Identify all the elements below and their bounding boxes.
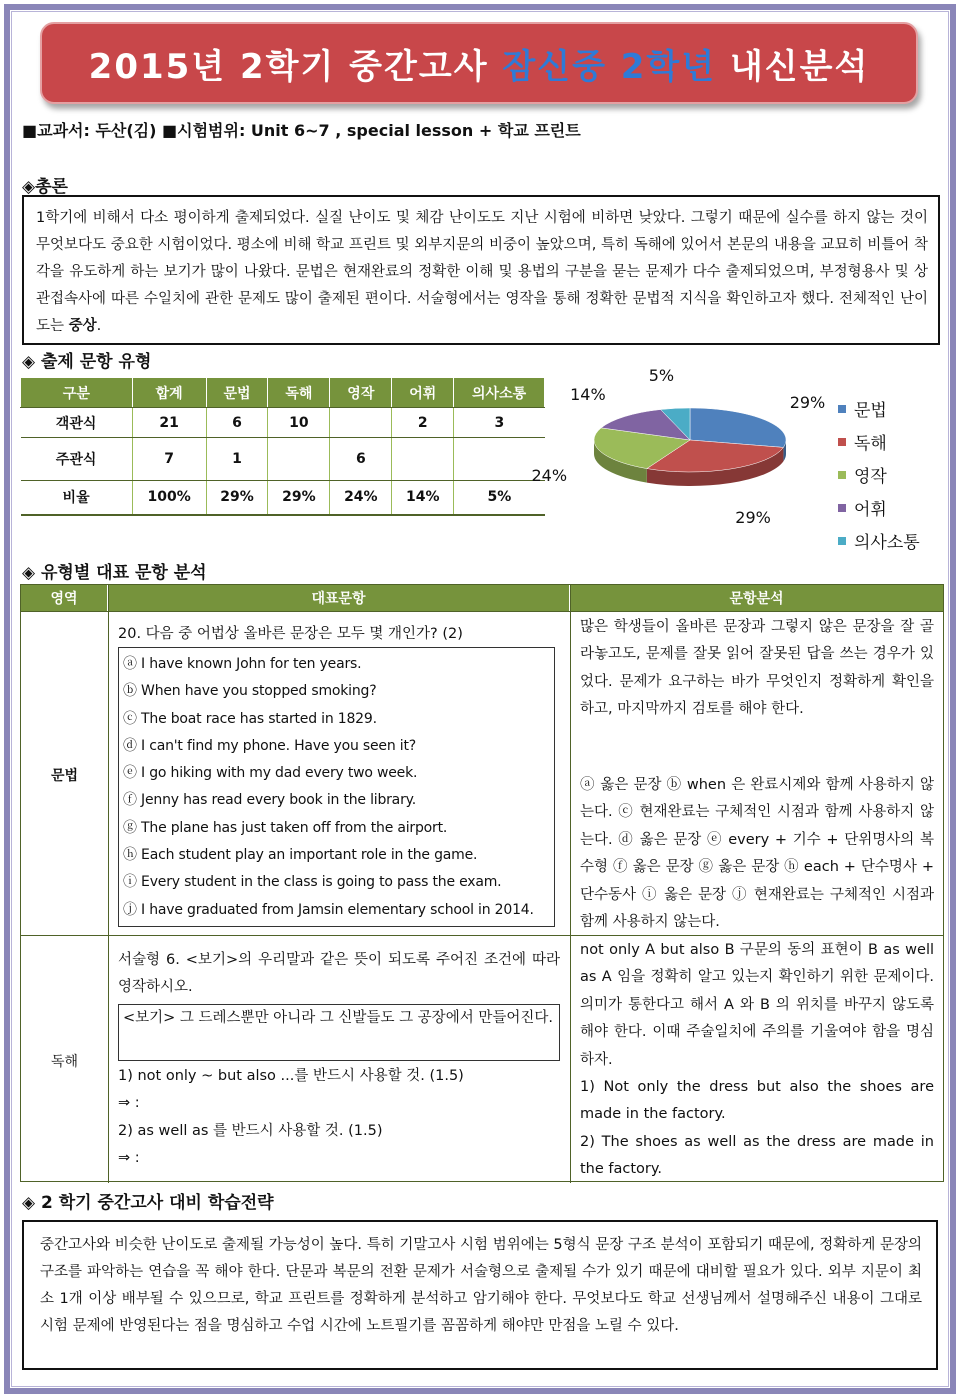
table-cell: 100%: [132, 481, 206, 515]
table-cell: [392, 438, 454, 481]
area-reading: 독해: [51, 1054, 79, 1070]
types-header: 어휘: [392, 378, 454, 408]
grammar-option: ⓔ I go hiking with my dad every two week.: [123, 765, 418, 782]
area-grammar: 문법: [51, 768, 79, 784]
grammar-option: ⓒ The boat race has started in 1829.: [123, 710, 377, 727]
exam-meta: ■교과서: 두산(김) ■시험범위: Unit 6~7 , special lesson + 학교 프린트: [22, 121, 581, 140]
table-cell: 2: [392, 408, 454, 438]
pie-label: 29%: [789, 393, 826, 413]
table-cell: 5%: [454, 481, 545, 515]
col-divider: [108, 585, 109, 1183]
analysis-heading: ◈ 유형별 대표 문항 분석: [22, 563, 207, 583]
grammar-option: ⓙ I have graduated from Jamsin elementary school in 2014.: [123, 901, 534, 918]
table-row: [21, 408, 545, 438]
table-cell: 24%: [330, 481, 392, 515]
analysis-header-area: 영역: [21, 585, 108, 611]
grammar-analysis-2: ⓐ 옳은 문장 ⓑ when 은 완료시제와 함께 사용하지 않는다. ⓒ 현재완료는 구체적인 시점과 함께 사용하지 않는다. ⓓ 옳은 문장 ⓔ every + 기수 + 단위명사의 복수형 ⓕ 옳은 문장 ⓖ 옳은 문장 ⓗ each + 단수명사 + 단수동사 ⓘ 옳은 문장 ⓙ 현재완료는 구체적인 시점과 함께 사용하지 않는다.: [580, 777, 934, 931]
overview-text: [36, 205, 928, 340]
table-cell: [268, 438, 330, 481]
pie-chart: [531, 365, 830, 535]
grammar-option: ⓕ Jenny has read every book in the library.: [123, 792, 416, 809]
reading-condition-2: 2) as well as 를 반드시 사용할 것. (1.5): [118, 1122, 383, 1139]
types-header-row: [21, 378, 545, 408]
legend-label: 의사소통: [854, 533, 920, 553]
chart-legend: [838, 392, 920, 557]
table-cell: 29%: [268, 481, 330, 515]
pie-label: 14%: [570, 384, 606, 404]
table-cell: [330, 408, 392, 438]
reading-analysis-text: not only A but also B 구문의 동의 표현이 B as well as A 임을 정확히 알고 있는지 확인하기 위한 문제이다. 의미가 통한다고 해서 A 와 B 의 위치를 바꾸지 않도록 해야 한다. 이때 주술일치에 주의를 기울여야 함을 명심하자.: [580, 942, 934, 1068]
reading-condition-1: 1) not only ~ but also ...를 반드시 사용할 것. (1.5): [118, 1068, 464, 1084]
types-header: 구분: [21, 378, 133, 408]
reading-question: 서술형 6. <보기>의 우리말과 같은 뜻이 되도록 주어진 조건에 따라 영작하시오.: [118, 952, 560, 996]
reading-example: <보기> 그 드레스뿐만 아니라 그 신발들도 그 공장에서 만들어진다.: [123, 1010, 553, 1026]
overview-box: [22, 195, 940, 345]
legend-item: [838, 392, 920, 425]
grammar-option: ⓖ The plane has just taken off from the airport.: [123, 819, 448, 836]
legend-label: 영작: [854, 467, 887, 487]
reading-analysis: [580, 937, 934, 1184]
strategy-box: [22, 1220, 938, 1370]
legend-item: [838, 524, 920, 557]
overview-end: .: [96, 318, 102, 334]
title-prefix: 2015년 2학기 중간고사: [88, 46, 503, 87]
grammar-option: ⓗ Each student play an important role in the game.: [123, 847, 478, 864]
reading-conditions: [118, 1063, 558, 1173]
strategy-text: 중간고사와 비슷한 난이도로 출제될 가능성이 높다. 특히 기말고사 시험 범위에는 5형식 문장 구조 분석이 포함되기 때문에, 정확하게 문장의 구조를 파악하는 연습을 꼭 해야 한다. 단문과 복문의 전환 문제가 서술형으로 출제될 수가 있기 때문에 대비할 필요가 있다. 외부 지문이 최소 1개 이상 배부될 수 있으므로, 학교 프린트를 정확하게 분석하고 암기해야 한다. 무엇보다도 학교 선생님께서 설명해주신 내용이 그대로 시험 문제에 반영된다는 점을 명심하고 수업 시간에 노트필기를 꼼꼼하게 해야만 만점을 노릴 수 있다.: [40, 1237, 922, 1334]
row-divider: [21, 611, 943, 612]
table-cell: 7: [132, 438, 206, 481]
types-header: 영작: [330, 378, 392, 408]
types-heading: ◈ 출제 문항 유형: [22, 352, 152, 372]
legend-swatch: [838, 405, 846, 413]
types-header: 의사소통: [454, 378, 545, 408]
table-cell: 29%: [206, 481, 268, 515]
table-row: [21, 438, 545, 481]
page-title: [40, 22, 918, 104]
table-cell: 6: [330, 438, 392, 481]
table-cell: 14%: [392, 481, 454, 515]
types-table: [20, 377, 545, 516]
table-cell: 21: [132, 408, 206, 438]
reading-arrow-1: ⇒ :: [118, 1095, 140, 1112]
reading-answer-2: 2) The shoes as well as the dress are made in the factory.: [580, 1133, 934, 1178]
analysis-table: [20, 584, 944, 1182]
strategy-heading: ◈ 2 학기 중간고사 대비 학습전략: [22, 1193, 274, 1213]
grammar-option: ⓑ When have you stopped smoking?: [123, 683, 377, 700]
types-header: 합계: [132, 378, 206, 408]
legend-swatch: [838, 504, 846, 512]
title-school: 잠신중 2학년: [502, 46, 717, 87]
grammar-analysis-1: 많은 학생들이 올바른 문장과 그렇지 않은 문장을 잘 골라놓고도, 문제를 잘못 읽어 잘못된 답을 쓰는 경우가 있었다. 문제가 요구하는 바가 무엇인지 정확하게 확인을 하고, 마지막까지 검토를 해야 한다.: [580, 619, 934, 718]
legend-label: 독해: [854, 434, 887, 454]
grammar-option: ⓐ I have known John for ten years.: [123, 656, 362, 672]
table-cell: 주관식: [21, 438, 133, 481]
table-cell: 비율: [21, 481, 133, 515]
table-cell: 3: [454, 408, 545, 438]
legend-label: 어휘: [854, 500, 887, 520]
legend-item: [838, 458, 920, 491]
legend-item: [838, 425, 920, 458]
legend-swatch: [838, 537, 846, 545]
table-cell: 6: [206, 408, 268, 438]
table-row: [21, 481, 545, 515]
title-suffix: 내신분석: [716, 46, 870, 87]
pie-label: 5%: [648, 365, 675, 385]
reading-example-box: [118, 1004, 560, 1061]
grammar-question: 20. 다음 중 어법상 올바른 문장은 모두 몇 개인가? (2): [118, 626, 463, 642]
overview-body: 1학기에 비해서 다소 평이하게 출제되었다. 실질 난이도 및 체감 난이도도 지난 시험에 비하면 낮았다. 그렇기 때문에 실수를 하지 않는 것이 무엇보다도 중요한 시험이었다. 평소에 비해 학교 프린트 및 외부지문의 비중이 높았으며, 특히 독해에 있어서 본문의 내용을 교묘히 비틀어 착각을 유도하게 하는 보기가 많이 나왔다. 문법은 현재완료의 정확한 이해 및 용법의 구분을 묻는 문제가 다수 출제되었으며, 부정형용사 및 상관접속사에 따른 수일치에 관한 문제도 많이 출제된 편이다. 서술형에서는 영작을 통해 정확한 문법적 지식을 확인하고자 했다. 전체적인 난이도는: [36, 210, 928, 334]
table-cell: 1: [206, 438, 268, 481]
types-header: 독해: [268, 378, 330, 408]
legend-item: [838, 491, 920, 524]
reading-answer-1: 1) Not only the dress but also the shoes are made in the factory.: [580, 1079, 934, 1123]
overview-heading: ◈총론: [22, 177, 68, 197]
analysis-header-question: 대표문항: [108, 585, 570, 611]
legend-swatch: [838, 438, 846, 446]
legend-swatch: [838, 471, 846, 479]
pie-label: 29%: [735, 508, 771, 527]
pie-label: 24%: [531, 466, 568, 486]
reading-arrow-2: ⇒ :: [118, 1150, 140, 1167]
legend-label: 문법: [854, 401, 887, 421]
types-header: 문법: [206, 378, 268, 408]
grammar-option: ⓘ Every student in the class is going to pass the exam.: [123, 874, 502, 891]
pie-chart-svg: [550, 385, 830, 535]
grammar-option: ⓓ I can't find my phone. Have you seen it?: [123, 737, 416, 754]
table-cell: 객관식: [21, 408, 133, 438]
analysis-header-analysis: 문항분석: [570, 585, 943, 611]
overview-level: 중상: [68, 318, 97, 334]
grammar-options-box: [118, 647, 555, 927]
col-divider: [570, 585, 571, 1183]
table-cell: 10: [268, 408, 330, 438]
